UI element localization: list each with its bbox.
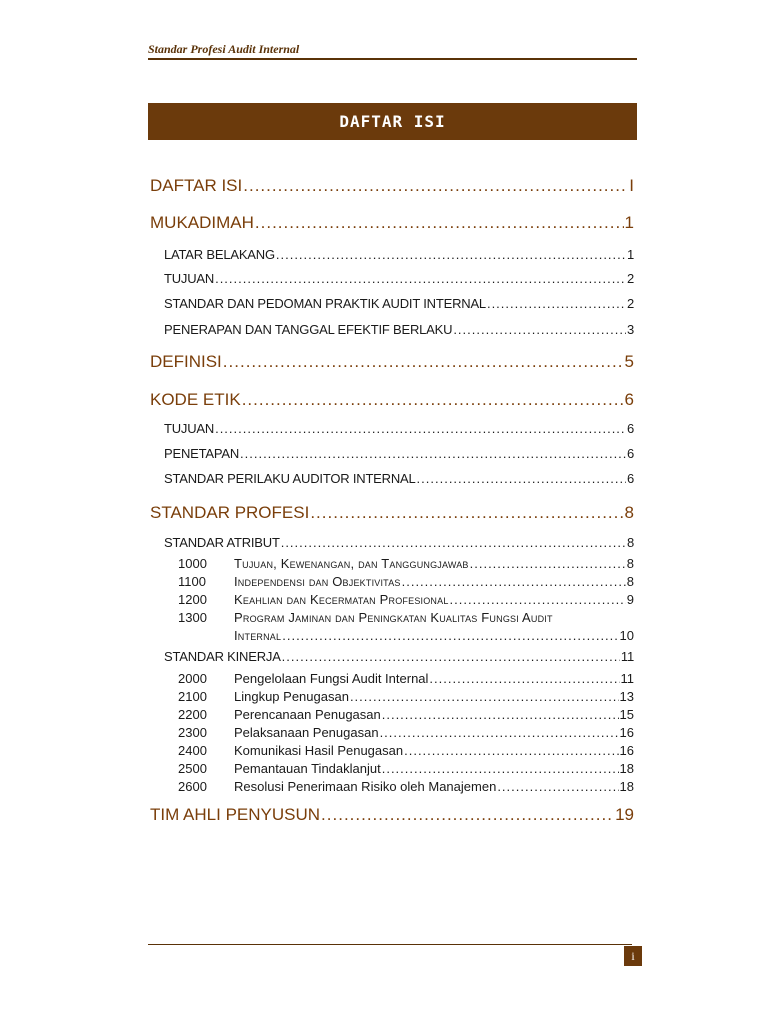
toc-entry-page: 3	[626, 322, 634, 337]
toc-entry-text: PENETAPAN	[164, 446, 240, 461]
toc-entry-text: STANDAR DAN PEDOMAN PRAKTIK AUDIT INTERNAL	[164, 296, 486, 311]
toc-leader	[380, 725, 619, 740]
toc-entry-text: Komunikasi Hasil Penugasan	[234, 743, 404, 758]
toc-entry-2200[interactable]	[178, 707, 634, 722]
toc-leader	[282, 628, 618, 643]
toc-entry-2500[interactable]	[178, 761, 634, 776]
toc-entry-text: Independensi dan Objektivitas	[234, 574, 401, 589]
toc-leader	[242, 390, 624, 410]
toc-entry-latar-belakang[interactable]	[164, 247, 634, 262]
toc-entry-text: TUJUAN	[164, 421, 215, 436]
toc-leader	[240, 446, 626, 461]
toc-title: DAFTAR ISI	[339, 112, 446, 131]
toc-leader	[276, 247, 626, 262]
toc-entry-1200[interactable]	[178, 592, 634, 607]
toc-entry-text: DAFTAR ISI	[150, 176, 243, 195]
toc-entry-page: 1	[626, 247, 634, 262]
toc-entry-text: Internal	[234, 628, 282, 643]
toc-entry-page: 5	[624, 352, 634, 371]
toc-entry-page: 6	[626, 446, 634, 461]
toc-entry-1300-continued[interactable]	[234, 628, 634, 643]
footer-rule	[148, 944, 632, 945]
toc-entry-standar-profesi[interactable]	[150, 503, 634, 523]
toc-entry-text: Pengelolaan Fungsi Audit Internal	[234, 671, 429, 686]
toc-entry-code: 2600	[178, 779, 207, 794]
toc-entry-code: 1200	[178, 592, 207, 607]
toc-entry-text: KODE ETIK	[150, 390, 241, 409]
toc-entry-page: I	[629, 176, 634, 195]
toc-entry-text: Perencanaan Penugasan	[234, 707, 381, 722]
toc-entry-text: TUJUAN	[164, 271, 215, 286]
toc-leader	[282, 649, 620, 664]
toc-entry-penerapan[interactable]	[164, 322, 634, 337]
toc-entry-page: 16	[619, 725, 634, 740]
toc-entry-text: STANDAR KINERJA	[164, 649, 281, 664]
toc-entry-page: 8	[626, 556, 634, 571]
toc-leader	[281, 535, 626, 550]
toc-entry-page: 18	[619, 761, 634, 776]
toc-leader	[470, 556, 626, 571]
toc-entry-page: 6	[624, 390, 634, 409]
toc-entry-page: 13	[619, 689, 634, 704]
toc-entry-code: 1000	[178, 556, 207, 571]
toc-entry-code: 1300	[178, 610, 207, 625]
toc-entry-standar-kinerja[interactable]	[164, 649, 634, 664]
toc-entry-text: Resolusi Penerimaan Risiko oleh Manajemen	[234, 779, 497, 794]
toc-entry-text: Pelaksanaan Penugasan	[234, 725, 379, 740]
toc-leader	[404, 743, 618, 758]
toc-leader	[382, 761, 619, 776]
toc-entry-mukadimah[interactable]	[150, 213, 634, 233]
toc-leader	[402, 574, 626, 589]
toc-entry-page: 9	[626, 592, 634, 607]
toc-leader	[429, 671, 619, 686]
toc-entry-text: MUKADIMAH	[150, 213, 254, 232]
toc-entry-tujuan[interactable]	[164, 271, 634, 286]
toc-entry-daftar-isi[interactable]	[150, 176, 634, 196]
toc-entry-code: 2300	[178, 725, 207, 740]
running-header: Standar Profesi Audit Internal	[148, 42, 300, 56]
toc-entry-2300[interactable]	[178, 725, 634, 740]
toc-leader	[350, 689, 619, 704]
toc-entry-page: 16	[619, 743, 634, 758]
toc-entry-text: DEFINISI	[150, 352, 222, 371]
toc-leader	[310, 503, 623, 523]
toc-leader	[215, 271, 626, 286]
toc-entry-text: Program Jaminan dan Peningkatan Kualitas Fungsi Audit	[234, 610, 553, 625]
toc-entry-page: 11	[620, 649, 634, 664]
toc-entry-text: STANDAR PERILAKU AUDITOR INTERNAL	[164, 471, 416, 486]
toc-entry-text: STANDAR ATRIBUT	[164, 535, 280, 550]
toc-entry-page: 8	[626, 535, 634, 550]
toc-entry-page: 2	[626, 271, 634, 286]
toc-entry-tujuan-etik[interactable]	[164, 421, 634, 436]
toc-entry-kode-etik[interactable]	[150, 390, 634, 410]
toc-entry-2000[interactable]	[178, 671, 634, 686]
toc-entry-code: 2000	[178, 671, 207, 686]
toc-entry-2600[interactable]	[178, 779, 634, 794]
toc-entry-page: 11	[620, 671, 634, 686]
toc-entry-1000[interactable]	[178, 556, 634, 571]
toc-entry-text: Tujuan, Kewenangan, dan Tanggungjawab	[234, 556, 469, 571]
toc-entry-text: PENERAPAN DAN TANGGAL EFEKTIF BERLAKU	[164, 322, 453, 337]
toc-entry-page: 6	[626, 421, 634, 436]
toc-leader	[450, 592, 626, 607]
toc-leader	[215, 421, 626, 436]
toc-entry-page: 10	[619, 628, 634, 643]
toc-leader	[487, 296, 626, 311]
toc-entry-text: Keahlian dan Kecermatan Profesional	[234, 592, 449, 607]
toc-entry-text: STANDAR PROFESI	[150, 503, 310, 522]
toc-entry-standar-atribut[interactable]	[164, 535, 634, 550]
toc-entry-text: Lingkup Penugasan	[234, 689, 349, 704]
toc-leader	[417, 471, 626, 486]
toc-entry-page: 2	[626, 296, 634, 311]
toc-entry-text: LATAR BELAKANG	[164, 247, 275, 262]
toc-leader	[382, 707, 619, 722]
toc-entry-code: 2100	[178, 689, 207, 704]
toc-entry-standar-perilaku[interactable]	[164, 471, 634, 486]
toc-entry-code: 2400	[178, 743, 207, 758]
toc-entry-code: 1100	[178, 574, 206, 589]
toc-entry-2400[interactable]	[178, 743, 634, 758]
toc-entry-tim-ahli-penyusun[interactable]	[150, 805, 634, 825]
toc-entry-page: 8	[626, 574, 634, 589]
toc-entry-page: 6	[626, 471, 634, 486]
page-number-badge	[624, 946, 642, 966]
toc-leader	[453, 322, 626, 337]
page-number: i	[631, 948, 635, 963]
toc-entry-text: Pemantauan Tindaklanjut	[234, 761, 381, 776]
toc-entry-code: 2500	[178, 761, 207, 776]
toc-entry-2100[interactable]	[178, 689, 634, 704]
toc-leader	[497, 779, 618, 794]
toc-leader	[223, 352, 624, 372]
toc-leader	[321, 805, 614, 825]
toc-entry-page: 1	[624, 213, 634, 232]
toc-title-bar	[148, 103, 637, 140]
toc-entry-definisi[interactable]	[150, 352, 634, 372]
toc-leader	[243, 176, 628, 196]
toc-entry-page: 18	[619, 779, 634, 794]
toc-entry-page: 15	[619, 707, 634, 722]
toc-leader	[255, 213, 624, 233]
toc-entry-code: 2200	[178, 707, 207, 722]
toc-entry-1300[interactable]	[178, 610, 634, 625]
header-rule	[148, 58, 637, 60]
toc-entry-penetapan[interactable]	[164, 446, 634, 461]
toc-entry-page: 19	[615, 805, 634, 824]
toc-entry-page: 8	[624, 503, 634, 522]
toc-entry-text: TIM AHLI PENYUSUN	[150, 805, 321, 824]
toc-entry-1100[interactable]	[178, 574, 634, 589]
toc-entry-standar-dan-pedoman[interactable]	[164, 296, 634, 311]
